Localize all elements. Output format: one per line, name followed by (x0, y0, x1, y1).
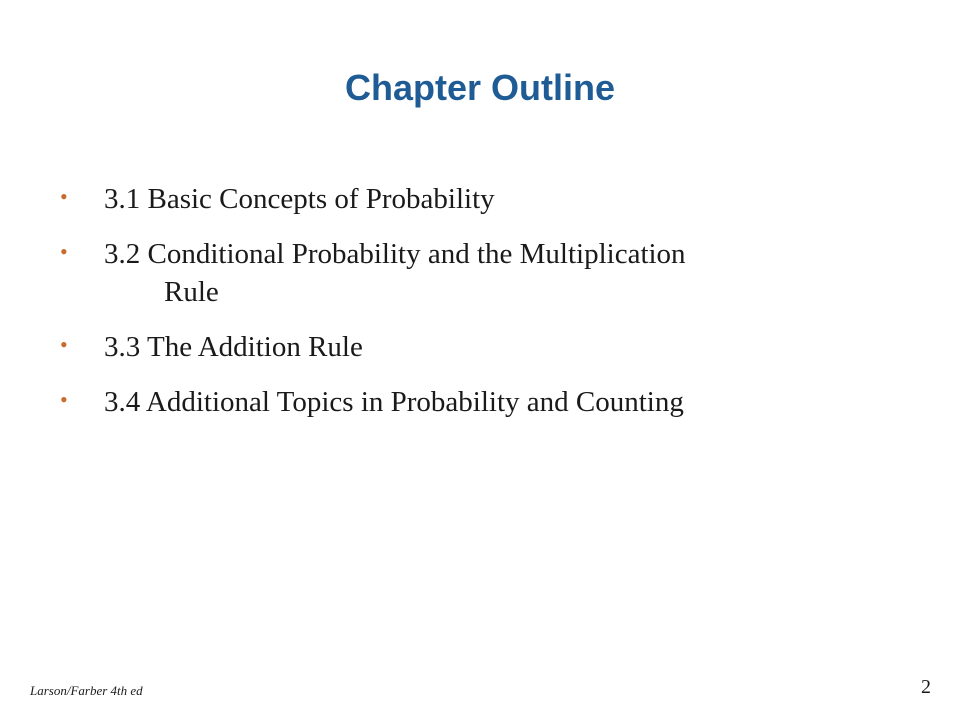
bullet-icon: • (60, 184, 68, 209)
list-item-text: 3.1 Basic Concepts of Probability (104, 183, 495, 215)
list-item (60, 383, 920, 421)
list-item-text: 3.4 Additional Topics in Probability and Counting (104, 386, 684, 418)
list-item-text: 3.3 The Addition Rule (104, 331, 363, 363)
bullet-icon: • (60, 387, 68, 412)
outline-list (60, 180, 920, 438)
list-item-text-line2: Rule (164, 276, 219, 308)
page-number: 2 (921, 676, 931, 698)
slide-title: Chapter Outline (344, 67, 616, 108)
list-item (60, 180, 920, 218)
bullet-icon: • (60, 332, 68, 357)
list-item (60, 328, 920, 366)
list-item-text-line1: 3.2 Conditional Probability and the Multiplication (104, 238, 686, 270)
list-item (60, 235, 920, 311)
footer-citation: Larson/Farber 4th ed (30, 683, 143, 698)
bullet-icon: • (60, 239, 68, 264)
